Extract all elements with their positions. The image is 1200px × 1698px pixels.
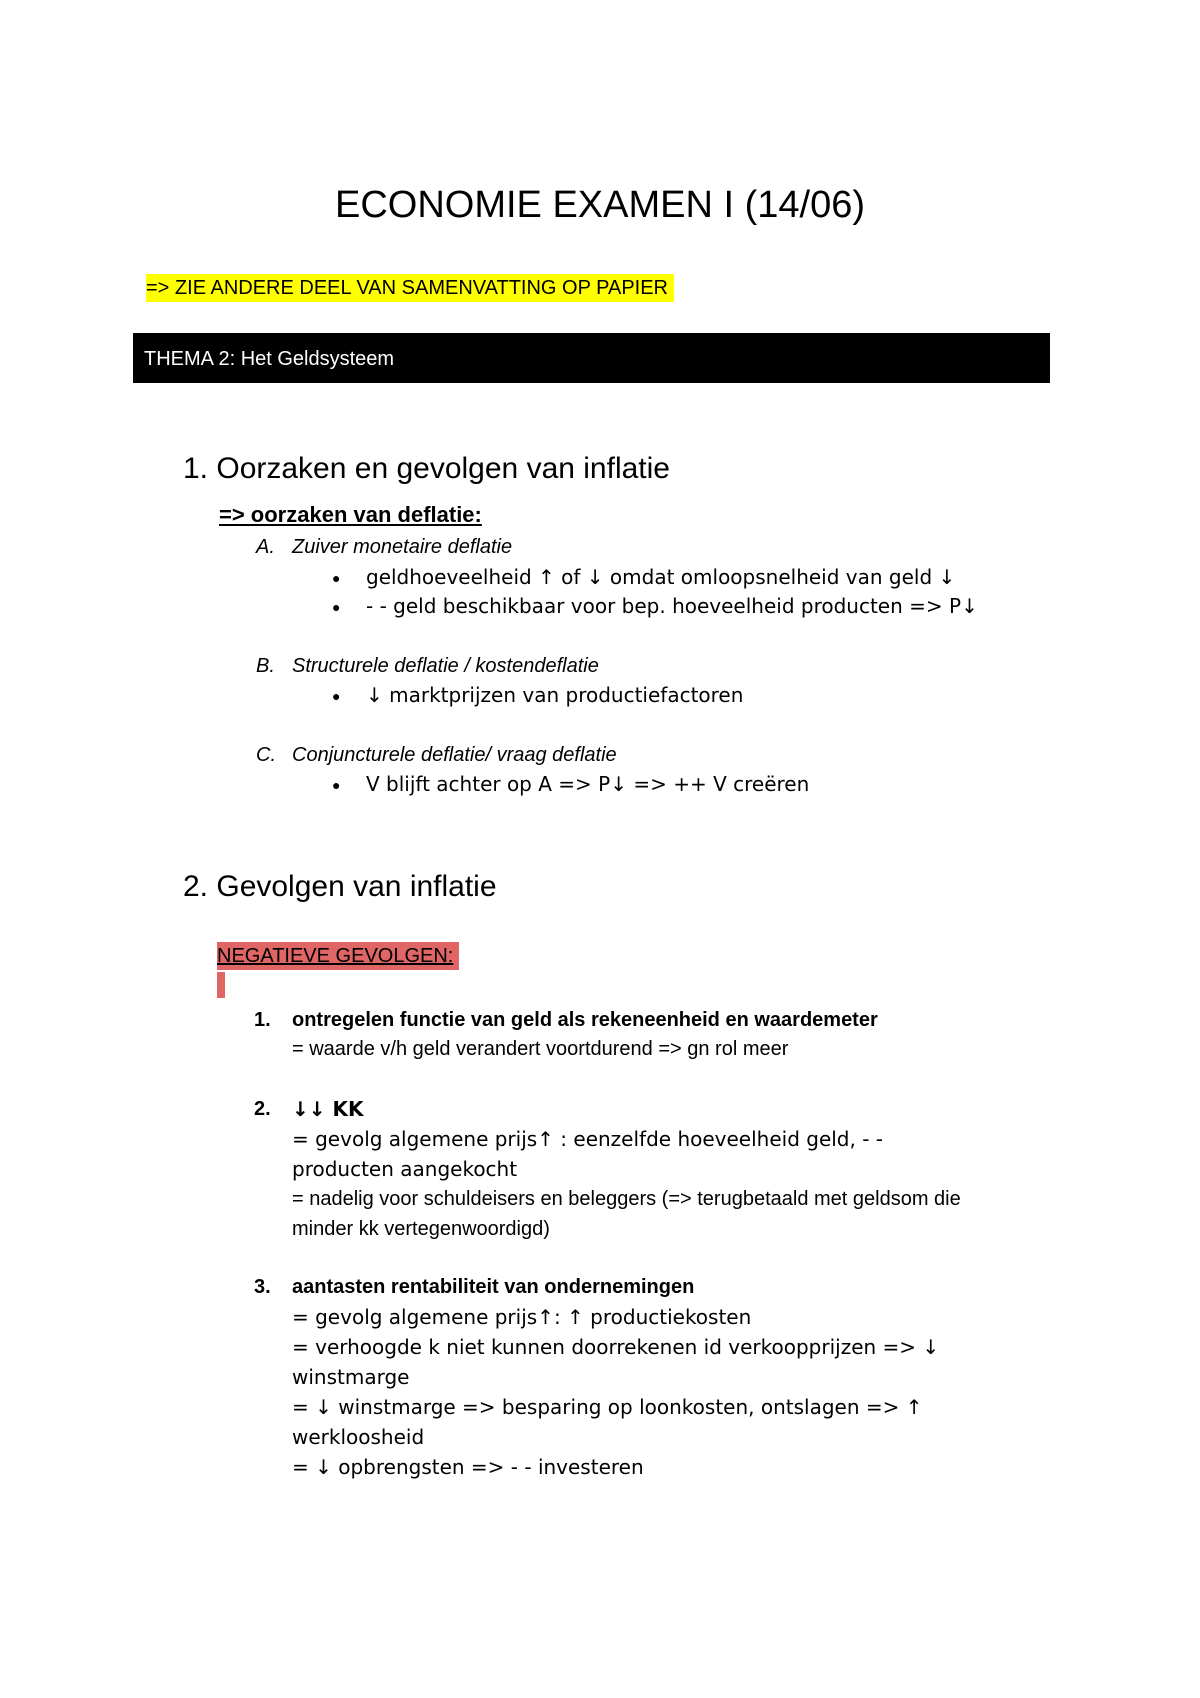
effect-3-line: = ↓ opbrengsten => - - investeren xyxy=(292,1455,644,1479)
bullet-icon: ● xyxy=(332,688,341,704)
highlighted-note: => ZIE ANDERE DEEL VAN SAMENVATTING OP PAPIER xyxy=(146,274,674,302)
item-c-label: C. xyxy=(256,744,276,766)
effect-2-line: = nadelig voor schuldeisers en beleggers (=> terugbetaald met geldsom die xyxy=(292,1188,961,1210)
effect-2-line: producten aangekocht xyxy=(292,1157,518,1181)
item-a-label: A. xyxy=(256,536,275,558)
effect-3-line: = gevolg algemene prijs↑: ↑ productiekosten xyxy=(292,1305,752,1329)
negative-effects-label: NEGATIEVE GEVOLGEN: xyxy=(217,942,459,970)
document-title: ECONOMIE EXAMEN I (14/06) xyxy=(334,184,865,226)
highlight-mark xyxy=(217,972,225,998)
list-number: 1. xyxy=(254,1009,271,1031)
effect-3-line: = ↓ winstmarge => besparing op loonkosten, ontslagen => ↑ xyxy=(292,1395,923,1419)
effect-3-line: werkloosheid xyxy=(292,1425,425,1449)
effect-2-line: = gevolg algemene prijs↑ : eenzelfde hoeveelheid geld, - - xyxy=(292,1127,884,1151)
section-2-heading: 2. Gevolgen van inflatie xyxy=(183,870,497,903)
item-b-label: B. xyxy=(256,655,275,677)
effect-1-title: ontregelen functie van geld als rekeneenheid en waardemeter xyxy=(292,1009,878,1031)
list-item: V blijft achter op A => P↓ => ++ V creëren xyxy=(366,772,810,796)
list-number: 2. xyxy=(254,1098,271,1120)
effect-2-line: minder kk vertegenwoordigd) xyxy=(292,1218,550,1240)
thema-title: THEMA 2: Het Geldsysteem xyxy=(144,348,395,370)
effect-3-line: winstmarge xyxy=(292,1365,410,1389)
effect-1-line: = waarde v/h geld verandert voortdurend => gn rol meer xyxy=(292,1038,789,1060)
effect-2-title: ↓↓ KK xyxy=(292,1097,364,1121)
item-b-title: Structurele deflatie / kostendeflatie xyxy=(292,655,599,677)
bullet-icon: ● xyxy=(332,777,341,793)
list-item: geldhoeveelheid ↑ of ↓ omdat omloopsnelheid van geld ↓ xyxy=(366,565,956,589)
section-1-heading: 1. Oorzaken en gevolgen van inflatie xyxy=(183,452,670,485)
bullet-icon: ● xyxy=(332,570,341,586)
item-c-title: Conjuncturele deflatie/ vraag deflatie xyxy=(292,744,617,766)
effect-3-title: aantasten rentabiliteit van ondernemingen xyxy=(292,1276,695,1298)
list-item: ↓ marktprijzen van productiefactoren xyxy=(366,683,744,707)
list-item: - - geld beschikbaar voor bep. hoeveelheid producten => P↓ xyxy=(366,594,978,618)
item-a-title: Zuiver monetaire deflatie xyxy=(292,536,513,558)
bullet-icon: ● xyxy=(332,599,341,615)
list-number: 3. xyxy=(254,1276,271,1298)
section-1-subheading: => oorzaken van deflatie: xyxy=(219,502,482,527)
effect-3-line: = verhoogde k niet kunnen doorrekenen id verkoopprijzen => ↓ xyxy=(292,1335,940,1359)
